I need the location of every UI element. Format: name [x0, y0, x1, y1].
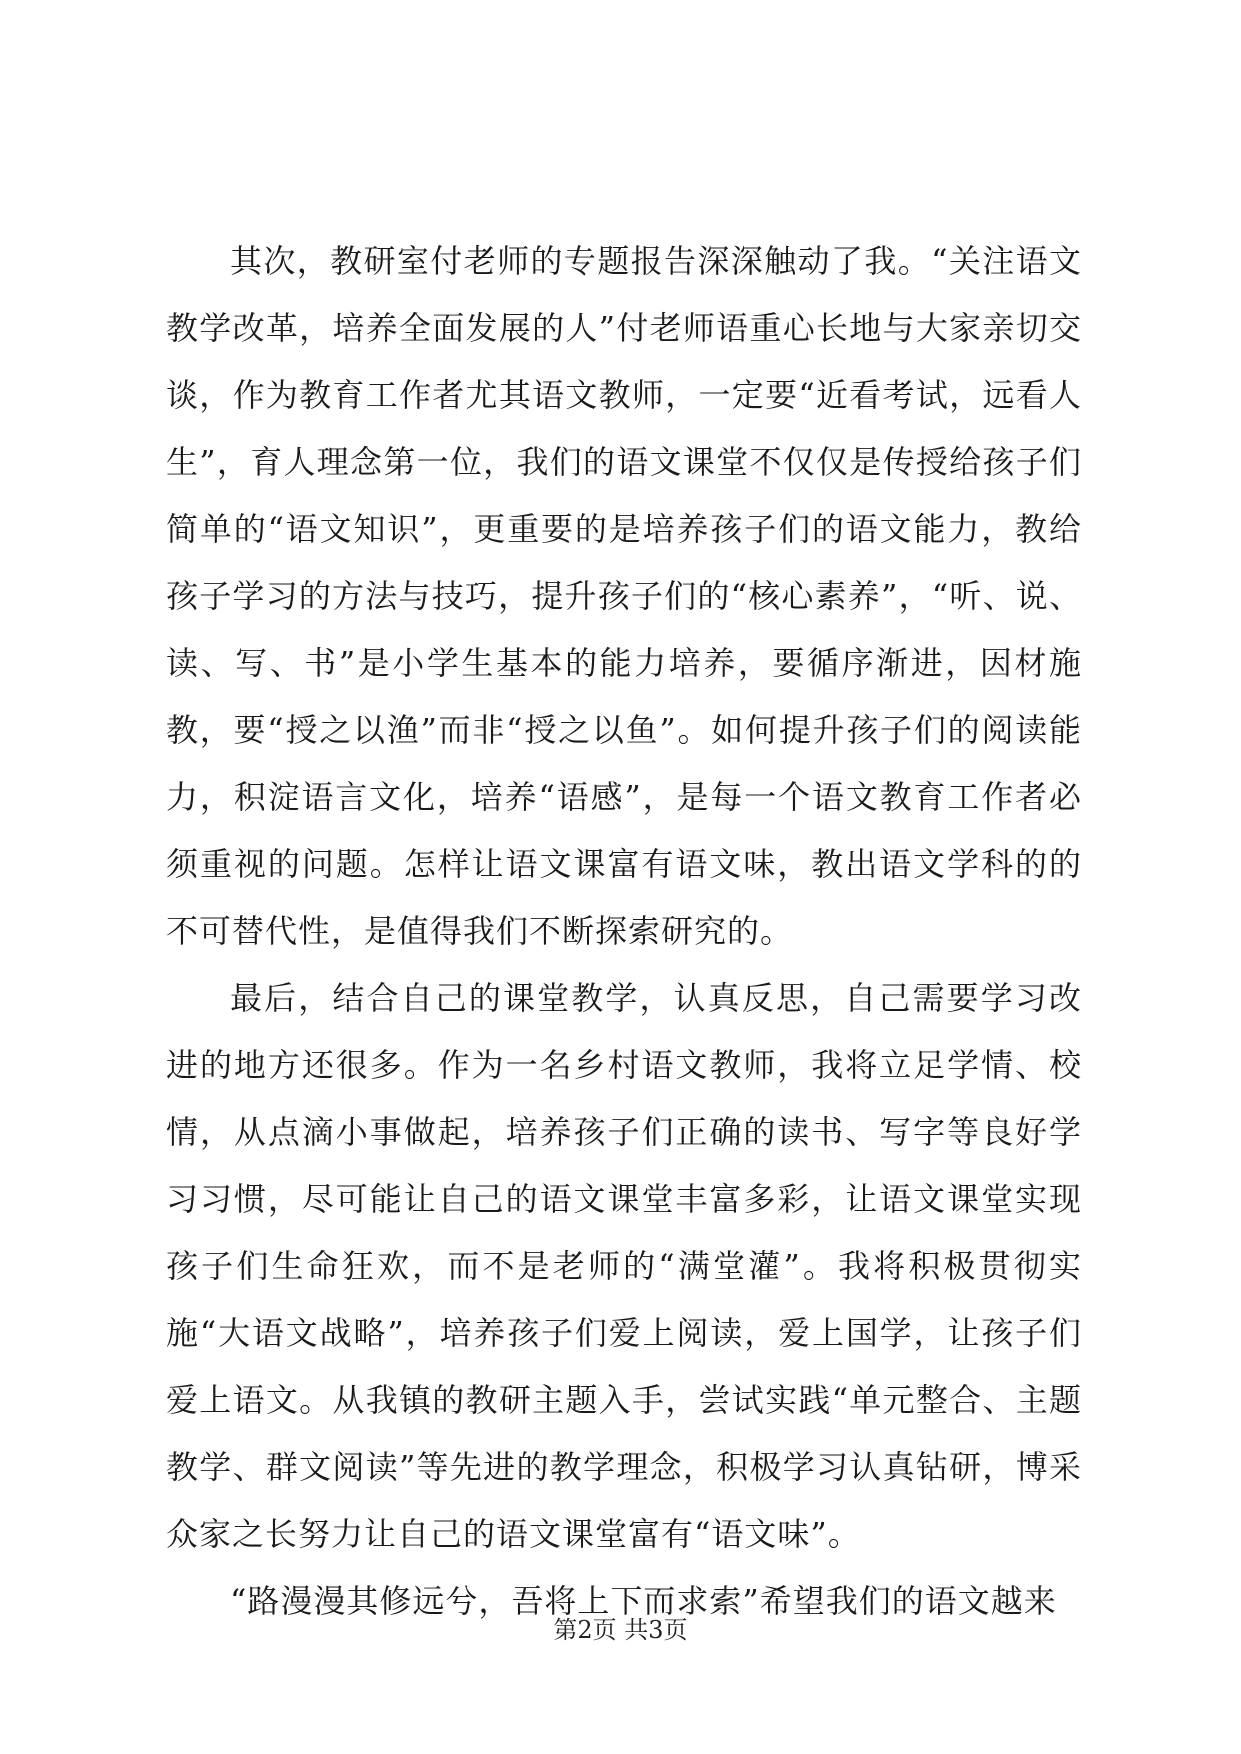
paragraph-3: “路漫漫其修远兮，吾将上下而求索”希望我们的语文越来	[230, 1582, 1057, 1620]
paragraph-2: 最后，结合自己的课堂教学，认真反思，自己需要学习改进的地方还很多。作为一名乡村语文教师，我将立足学情、校情，从点滴小事做起，培养孩子们正确的读书、写字等良好学习习惯，尽可能让自己的语文课堂丰富多彩，让语文课堂实现孩子们生命狂欢，而不是老师的“满堂灌”。我将积极贯彻实施“大语文战略”，培养孩子们爱上阅读，爱上国学，让孩子们爱上语文。从我镇的教研主题入手，尝试实践“单元整合、主题教学、群文阅读”等先进的教学理念，积极学习认真钻研，博采众家之长努力让自己的语文课堂富有“语文味”。	[166, 979, 1082, 1553]
page-footer: 第2页 共3页	[553, 1616, 688, 1644]
document-body	[166, 228, 1082, 1635]
paragraph-1: 其次，教研室付老师的专题报告深深触动了我。“关注语文教学改革，培养全面发展的人”付老师语重心长地与大家亲切交谈，作为教育工作者尤其语文教师，一定要“近看考试，远看人生”，育人理念第一位，我们的语文课堂不仅仅是传授给孩子们简单的“语文知识”，更重要的是培养孩子们的语文能力，教给孩子学习的方法与技巧，提升孩子们的“核心素养”，“听、说、读、写、书”是小学生基本的能力培养，要循序渐进，因材施教，要“授之以渔”而非“授之以鱼”。如何提升孩子们的阅读能力，积淀语言文化，培养“语感”，是每一个语文教育工作者必须重视的问题。怎样让语文课富有语文味，教出语文学科的的不可替代性，是值得我们不断探索研究的。	[166, 242, 1082, 950]
